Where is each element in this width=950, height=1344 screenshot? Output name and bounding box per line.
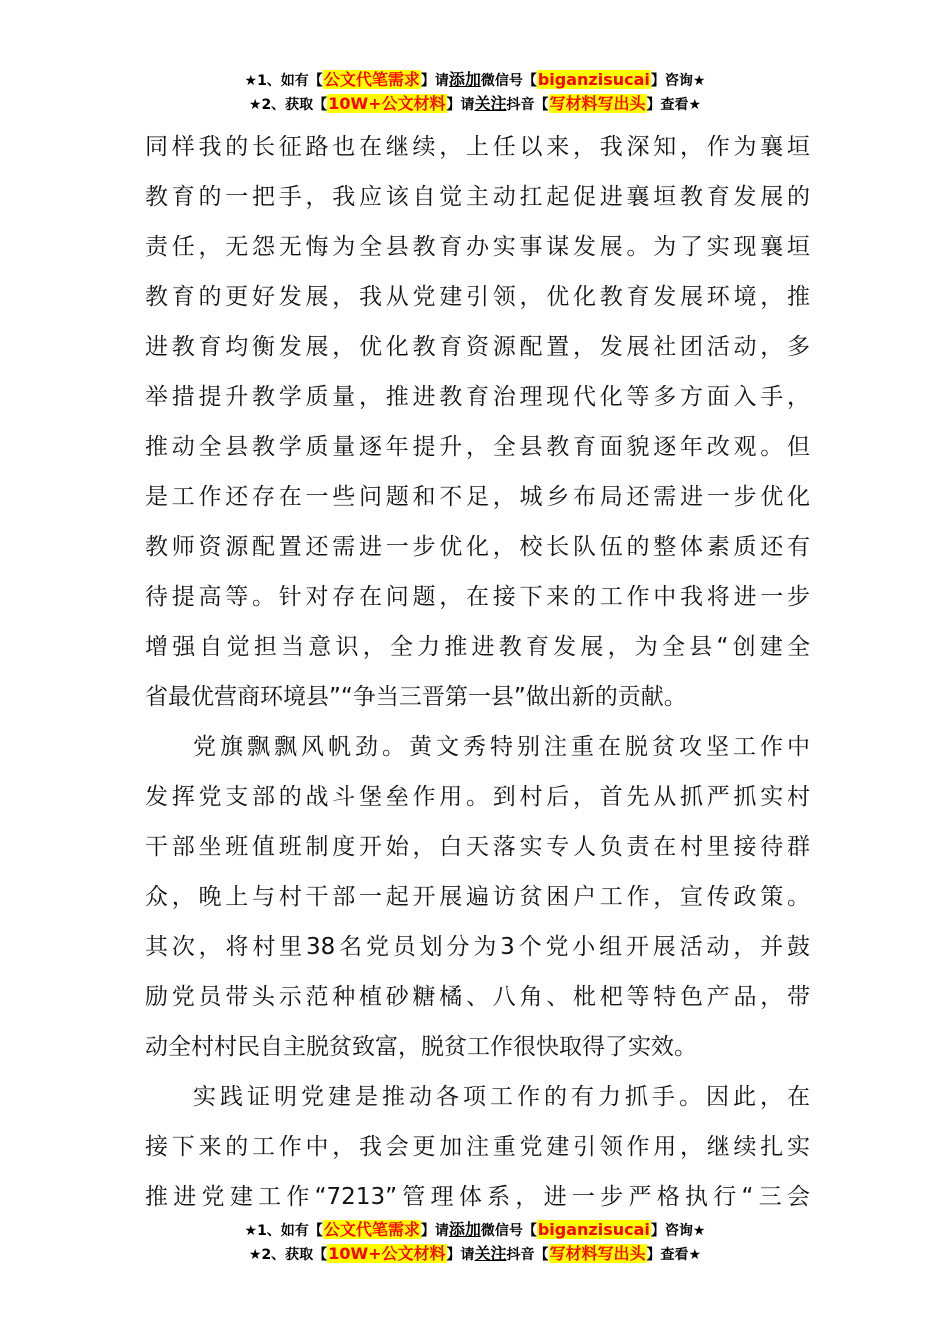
- banner-line-2: [0, 1242, 950, 1266]
- paragraph-3: [145, 1072, 810, 1222]
- banner-highlight: 公文代笔需求: [323, 70, 420, 89]
- text-line: 教师资源配置还需进一步优化，校长队伍的整体素质还有: [145, 534, 810, 560]
- banner-underlined: 添加: [448, 70, 481, 89]
- text-line: 发挥党支部的战斗堡垒作用。到村后，首先从抓严抓实村: [145, 784, 810, 810]
- banner-highlight: 10W+公文材料: [328, 94, 446, 113]
- paragraph-2: [145, 722, 810, 1072]
- text-line: 干部坐班值班制度开始，白天落实专人负责在村里接待群: [145, 834, 810, 860]
- banner-text: 】请: [446, 97, 475, 113]
- banner-text: 】请: [420, 73, 449, 89]
- document-body: [145, 122, 810, 1222]
- banner-underlined: 关注: [474, 94, 507, 113]
- text-line: 进教育均衡发展，优化教育资源配置，发展社团活动，多: [145, 334, 810, 360]
- text-line: 增强自觉担当意识，全力推进教育发展，为全县“创建全: [145, 634, 810, 660]
- banner-text: 】请: [420, 1223, 449, 1239]
- banner-underlined: 添加: [448, 1220, 481, 1239]
- banner-highlight: 10W+公文材料: [328, 1244, 446, 1263]
- banner-text: 】咨询★: [650, 1223, 706, 1239]
- text-line: 动全村村民自主脱贫致富，脱贫工作很快取得了实效。: [145, 1034, 697, 1060]
- text-line: 教育的更好发展，我从党建引领，优化教育发展环境，推: [145, 284, 810, 310]
- banner-line-1: [0, 68, 950, 92]
- banner-text: 微信号【: [480, 1223, 537, 1239]
- text-line: 推动全县教学质量逐年提升，全县教育面貌逐年改观。但: [145, 434, 810, 460]
- text-line: 实践证明党建是推动各项工作的有力抓手。因此，在: [193, 1084, 810, 1110]
- text-line: 同样我的长征路也在继续，上任以来，我深知，作为襄垣: [145, 134, 810, 160]
- banner-text: ★2、获取【: [248, 97, 328, 113]
- banner-text: 】查看★: [646, 1247, 702, 1263]
- text-line: 教育的一把手，我应该自觉主动扛起促进襄垣教育发展的: [145, 184, 810, 210]
- text-line: 党旗飘飘风帆劲。黄文秀特别注重在脱贫攻坚工作中: [193, 734, 810, 760]
- banner-text: 微信号【: [480, 73, 537, 89]
- banner-highlight: biganzisucai: [537, 1220, 650, 1239]
- banner-text: 】咨询★: [650, 73, 706, 89]
- text-line: 是工作还存在一些问题和不足，城乡布局还需进一步优化: [145, 484, 810, 510]
- banner-text: ★1、如有【: [244, 1223, 323, 1239]
- banner-text: 抖音【: [506, 97, 549, 113]
- text-line: 其次，将村里38名党员划分为3个党小组开展活动，并鼓: [145, 934, 810, 960]
- text-line: 推进党建工作“7213”管理体系，进一步严格执行“三会: [145, 1184, 810, 1210]
- banner-underlined: 关注: [474, 1244, 507, 1263]
- text-line: 接下来的工作中，我会更加注重党建引领作用，继续扎实: [145, 1134, 810, 1160]
- banner-highlight: 写材料写出头: [549, 94, 646, 113]
- banner-highlight: 公文代笔需求: [323, 1220, 420, 1239]
- header-banner: [0, 68, 950, 116]
- banner-line-1: [0, 1218, 950, 1242]
- banner-text: 抖音【: [506, 1247, 549, 1263]
- text-line: 省最优营商环境县”“争当三晋第一县”做出新的贡献。: [145, 684, 687, 710]
- banner-text: ★1、如有【: [244, 73, 323, 89]
- paragraph-1: [145, 122, 810, 722]
- banner-text: 】查看★: [646, 97, 702, 113]
- text-line: 待提高等。针对存在问题，在接下来的工作中我将进一步: [145, 584, 810, 610]
- banner-text: 】请: [446, 1247, 475, 1263]
- footer-banner: [0, 1218, 950, 1266]
- text-line: 责任，无怨无悔为全县教育办实事谋发展。为了实现襄垣: [145, 234, 810, 260]
- banner-highlight: 写材料写出头: [549, 1244, 646, 1263]
- banner-highlight: biganzisucai: [537, 70, 650, 89]
- banner-text: ★2、获取【: [248, 1247, 328, 1263]
- text-line: 举措提升教学质量，推进教育治理现代化等多方面入手，: [145, 384, 810, 410]
- banner-line-2: [0, 92, 950, 116]
- text-line: 励党员带头示范种植砂糖橘、八角、枇杷等特色产品，带: [145, 984, 810, 1010]
- text-line: 众，晚上与村干部一起开展遍访贫困户工作，宣传政策。: [145, 884, 810, 910]
